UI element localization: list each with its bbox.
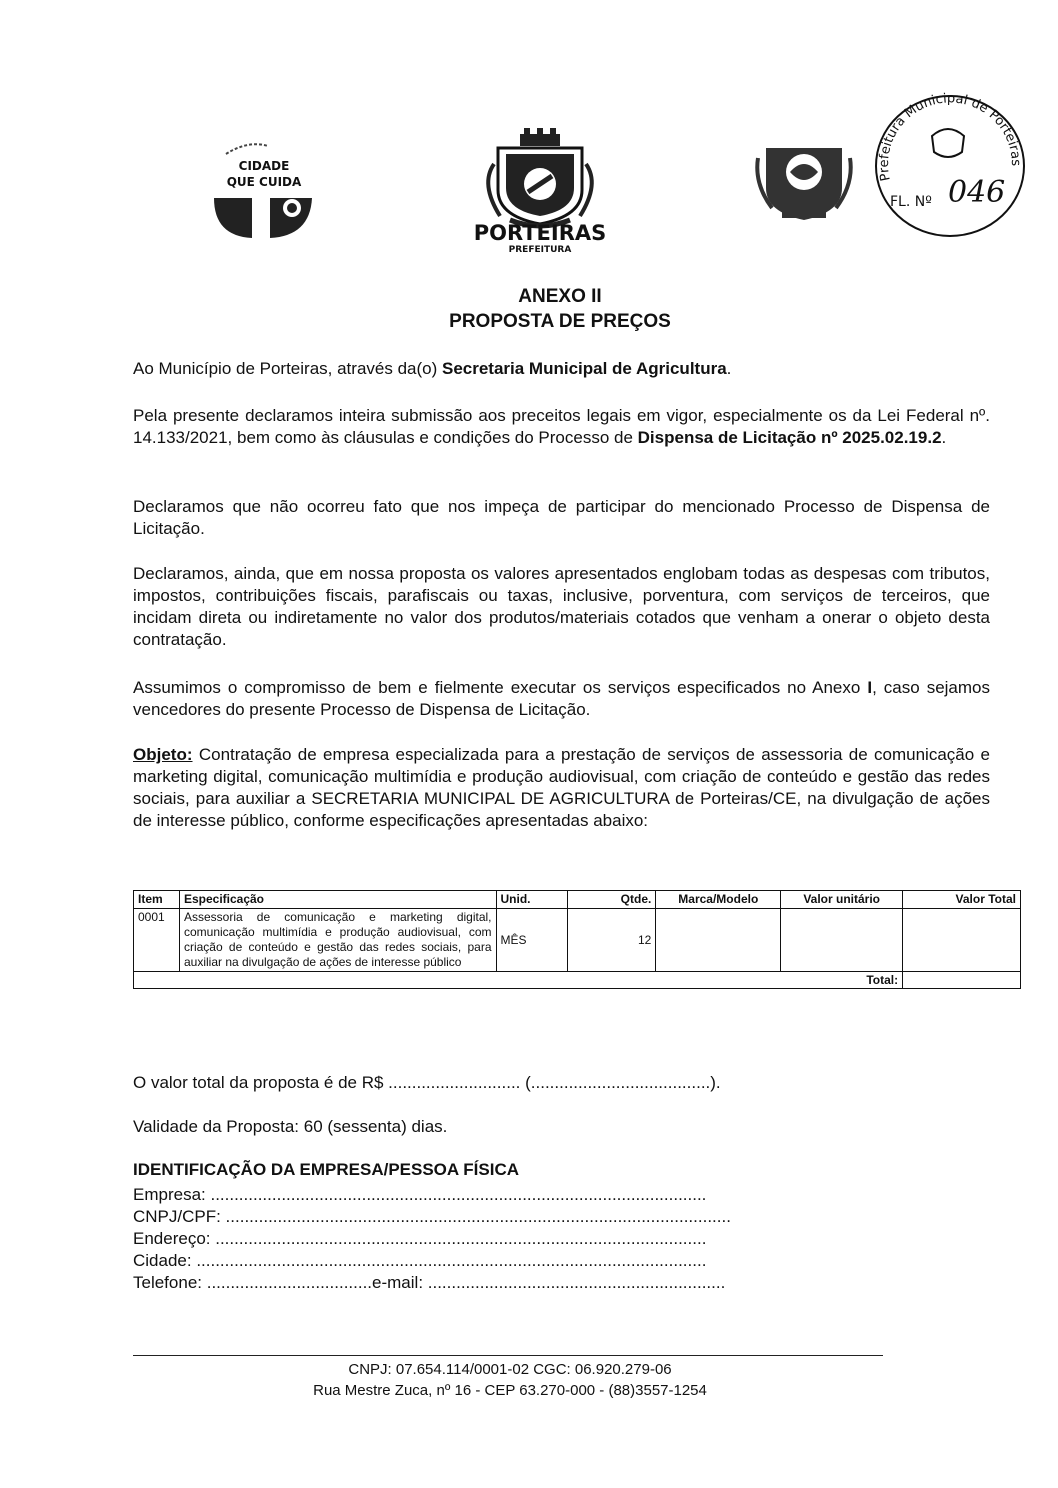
validity-line: Validade da Proposta: 60 (sessenta) dias. [133, 1117, 448, 1136]
footer-divider [133, 1355, 883, 1356]
intro-paragraph: Ao Município de Porteiras, através da(o) Secretaria Municipal de Agricultura. [133, 359, 732, 378]
stamp-fl-number: 046 [948, 175, 1006, 210]
identification-title: IDENTIFICAÇÃO DA EMPRESA/PESSOA FÍSICA [133, 1160, 519, 1179]
stamp-fl-label: FL. Nº [890, 194, 932, 210]
price-table [133, 890, 1021, 989]
col-marca: Marca/Modelo [656, 891, 781, 909]
empresa-field[interactable]: Empresa: ......................................................................................................... [133, 1185, 707, 1204]
logo-cidade-text-1: CIDADE [238, 159, 290, 173]
footer-cnpj: CNPJ: 07.654.114/0001-02 CGC: 06.920.279-06 [348, 1361, 672, 1378]
commitment-paragraph: Assumimos o compromisso de bem e fielmente executar os serviços especificados no Anexo I, caso sejamos vencedores do presente Processo de Dispensa de Licitação. [133, 678, 990, 719]
cidade-field[interactable]: Cidade: ............................................................................................................ [133, 1251, 707, 1270]
no-impediment-paragraph: Declaramos que não ocorreu fato que nos impeça de participar do mencionado Processo de Dispensa de Licitação. [133, 497, 990, 538]
municipal-seal-icon [752, 128, 856, 226]
cnpj-cpf-field[interactable]: CNPJ/CPF: ........................................................................................................... [133, 1207, 731, 1226]
objeto-paragraph: Objeto: Contratação de empresa especializada para a prestação de serviços de assessoria de comunicação e marketing digital, comunicação multimídia e produção audiovisual, com criação de conteúdo e gestão das redes sociais, para auxiliar a SECRETARIA MUNICIPAL DE AGRICULTURA de Porteiras/CE, na divulgação de ações de interesse público, conforme especificações apresentadas abaixo: [133, 745, 990, 830]
stamp-text: Prefeitura Municipal de Porteiras [876, 91, 1024, 183]
logo-porteiras-name: PORTEIRAS [473, 221, 607, 245]
col-qtde: Qtde. [568, 891, 656, 909]
row-unid: MÊS [496, 909, 568, 972]
identification-fields [133, 1184, 731, 1294]
objeto-label: Objeto: [133, 745, 193, 764]
total-value-cell[interactable] [903, 972, 1021, 989]
table-header-row [134, 891, 1021, 909]
row-item: 0001 [134, 909, 180, 972]
col-spec: Especificação [179, 891, 496, 909]
endereco-field[interactable]: Endereço: ........................................................................................................ [133, 1229, 707, 1248]
row-qtde: 12 [568, 909, 656, 972]
total-value-line: O valor total da proposta é de R$ ............................ (......................................). [133, 1073, 721, 1092]
col-unid: Unid. [496, 891, 568, 909]
cidade-que-cuida-logo [208, 132, 326, 242]
col-item: Item [134, 891, 180, 909]
proposal-title: PROPOSTA DE PREÇOS [449, 311, 671, 332]
total-label: Total: [134, 972, 903, 989]
table-row [134, 909, 1021, 972]
secretaria-name: Secretaria Municipal de Agricultura [441, 359, 727, 378]
col-total: Valor Total [903, 891, 1021, 909]
submission-paragraph: Pela presente declaramos inteira submissão aos preceitos legais em vigor, especialmente os da Lei Federal nº. 14.133/2021, bem como às cláusulas e condições do Processo de Dispensa de Licitação nº 2025.02.19.2. [133, 406, 990, 447]
dispensa-number: Dispensa de Licitação nº 2025.02.19.2 [637, 428, 942, 447]
annex-title: ANEXO II [518, 286, 602, 307]
prices-paragraph: Declaramos, ainda, que em nossa proposta os valores apresentados englobam todas as despesas com tributos, impostos, contribuições fiscais, parafiscais ou taxas, inclusive, porventura, com serviços de terceiros, que incidam direta ou indiretamente no valor dos produtos/materiais cotados que venham a onerar o objeto desta contratação. [133, 564, 990, 649]
row-unit-price[interactable] [781, 909, 903, 972]
logo-porteiras-sub: PREFEITURA [508, 245, 572, 255]
col-unit: Valor unitário [781, 891, 903, 909]
row-spec: Assessoria de comunicação e marketing digital, comunicação multimídia e produção audiovisual, com criação de conteúdo e gestão das redes sociais, para auxiliar na divulgação de ações de interesse público [179, 909, 496, 972]
prefeitura-stamp [868, 90, 1028, 240]
logo-cidade-text-2: QUE CUIDA [226, 175, 302, 189]
svg-text:Prefeitura Municipal de Portei [877, 91, 1023, 182]
row-total-price[interactable] [903, 909, 1021, 972]
telefone-email-field[interactable]: Telefone: ...................................e-mail: ............................................................... [133, 1273, 726, 1292]
row-marca[interactable] [656, 909, 781, 972]
footer-address: Rua Mestre Zuca, nº 16 - CEP 63.270-000 - (88)3557-1254 [313, 1382, 707, 1399]
porteiras-prefeitura-logo [460, 124, 620, 256]
table-total-row [134, 972, 1021, 989]
